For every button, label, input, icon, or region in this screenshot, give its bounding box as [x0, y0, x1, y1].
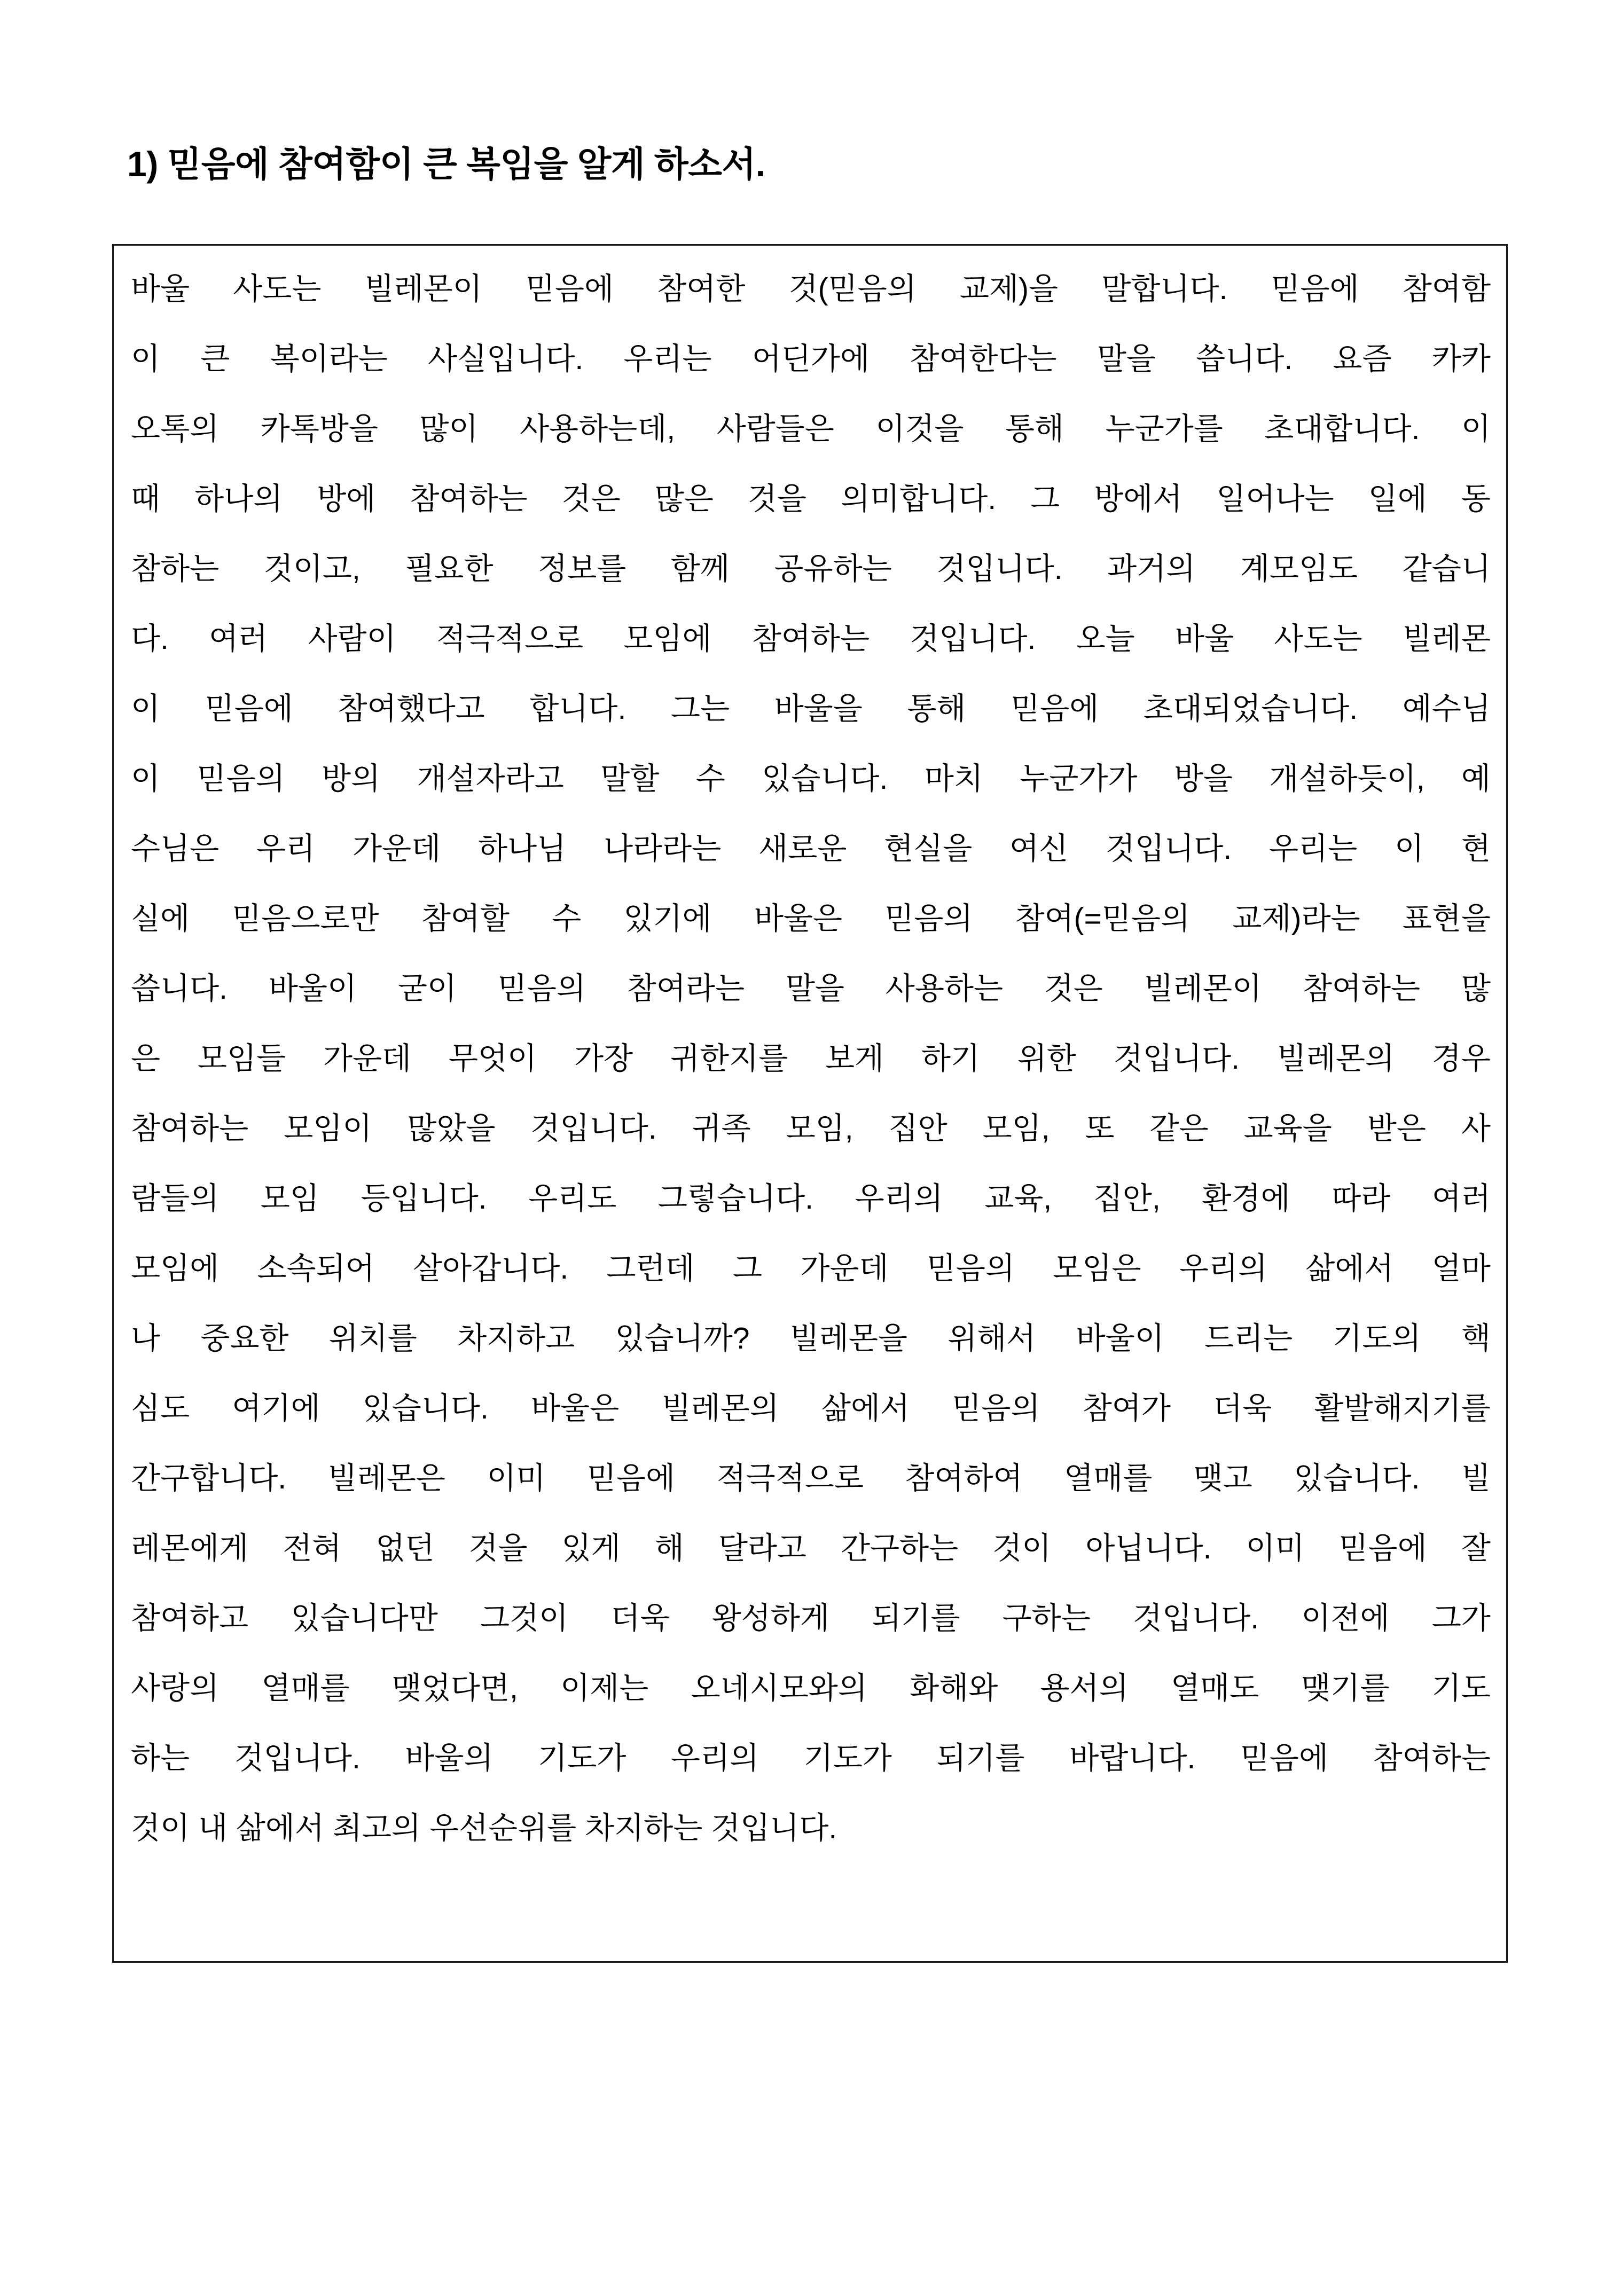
- body-text-line: 은 모임들 가운데 무엇이 가장 귀한지를 보게 하기 위한 것입니다. 빌레몬의 경우: [131, 1041, 1491, 1076]
- body-text-line: 사랑의 열매를 맺었다면, 이제는 오네시모와의 화해와 용서의 열매도 맺기를 기도: [131, 1671, 1491, 1705]
- body-text-line: 참여하고 있습니다만 그것이 더욱 왕성하게 되기를 구하는 것입니다. 이전에 그가: [131, 1601, 1491, 1635]
- body-text-line: 바울 사도는 빌레몬이 믿음에 참여한 것(믿음의 교제)을 말합니다. 믿음에 참여함: [131, 272, 1491, 306]
- body-text-line: 참하는 것이고, 필요한 정보를 함께 공유하는 것입니다. 과거의 계모임도 같습니: [131, 552, 1491, 586]
- body-text-line: 람들의 모임 등입니다. 우리도 그렇습니다. 우리의 교육, 집안, 환경에 따라 여러: [131, 1181, 1491, 1216]
- body-text-line: 하는 것입니다. 바울의 기도가 우리의 기도가 되기를 바랍니다. 믿음에 참여하는: [131, 1741, 1491, 1775]
- body-text-line: 모임에 소속되어 살아갑니다. 그런데 그 가운데 믿음의 모임은 우리의 삶에서 얼마: [131, 1251, 1491, 1286]
- body-text-lines: [131, 254, 1491, 1863]
- body-text-line: 다. 여러 사람이 적극적으로 모임에 참여하는 것입니다. 오늘 바울 사도는 빌레몬: [131, 622, 1491, 656]
- body-text-box: [112, 244, 1508, 1963]
- body-text-line: 이 믿음에 참여했다고 합니다. 그는 바울을 통해 믿음에 초대되었습니다. 예수님: [131, 692, 1491, 726]
- body-text-line: 레몬에게 전혀 없던 것을 있게 해 달라고 간구하는 것이 아닙니다. 이미 믿음에 잘: [131, 1531, 1491, 1565]
- body-text-line: 것이 내 삶에서 최고의 우선순위를 차지하는 것입니다.: [131, 1811, 837, 1845]
- body-text-line: 오톡의 카톡방을 많이 사용하는데, 사람들은 이것을 통해 누군가를 초대합니다. 이: [131, 412, 1491, 446]
- body-text-line: 수님은 우리 가운데 하나님 나라라는 새로운 현실을 여신 것입니다. 우리는 이 현: [131, 832, 1491, 866]
- body-text-line: 씁니다. 바울이 굳이 믿음의 참여라는 말을 사용하는 것은 빌레몬이 참여하는 많: [131, 971, 1491, 1006]
- body-text-line: 이 큰 복이라는 사실입니다. 우리는 어딘가에 참여한다는 말을 씁니다. 요즘 카카: [131, 342, 1491, 376]
- body-text-line: 참여하는 모임이 많았을 것입니다. 귀족 모임, 집안 모임, 또 같은 교육을 받은 사: [131, 1111, 1491, 1146]
- page-title: 1) 믿음에 참여함이 큰 복임을 알게 하소서.: [127, 144, 765, 184]
- body-text-line: 심도 여기에 있습니다. 바울은 빌레몬의 삶에서 믿음의 참여가 더욱 활발해지기를: [131, 1391, 1491, 1425]
- body-text-line: 간구합니다. 빌레몬은 이미 믿음에 적극적으로 참여하여 열매를 맺고 있습니다. 빌: [131, 1461, 1491, 1495]
- body-text-line: 이 믿음의 방의 개설자라고 말할 수 있습니다. 마치 누군가가 방을 개설하듯이, 예: [131, 762, 1491, 796]
- body-text-line: 때 하나의 방에 참여하는 것은 많은 것을 의미합니다. 그 방에서 일어나는 일에 동: [131, 482, 1491, 516]
- body-text-line: 실에 믿음으로만 참여할 수 있기에 바울은 믿음의 참여(=믿음의 교제)라는 표현을: [131, 902, 1491, 936]
- body-text-line: 나 중요한 위치를 차지하고 있습니까? 빌레몬을 위해서 바울이 드리는 기도의 핵: [131, 1321, 1491, 1355]
